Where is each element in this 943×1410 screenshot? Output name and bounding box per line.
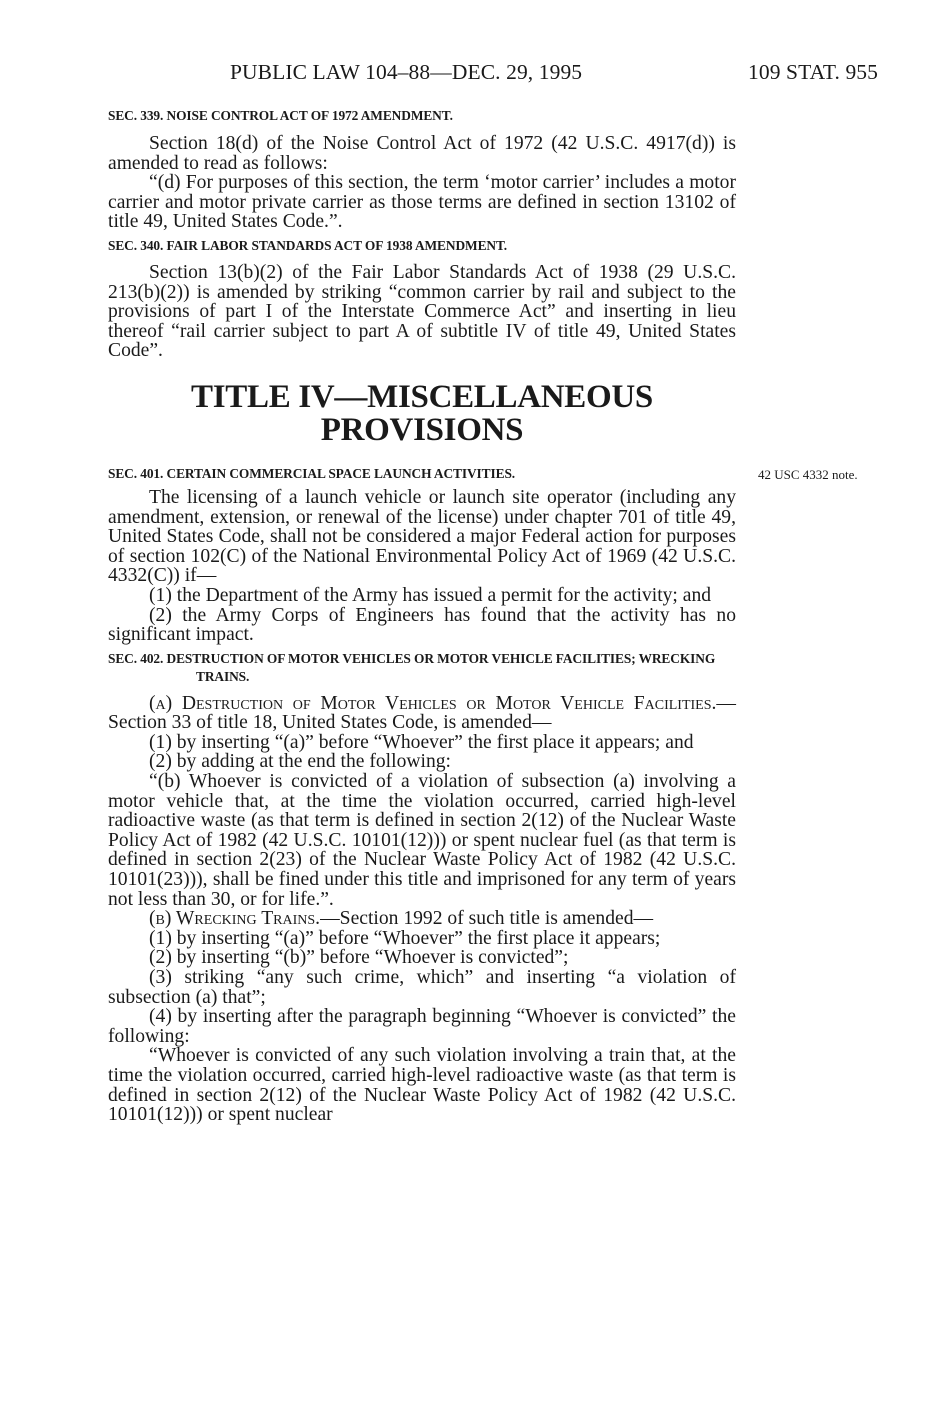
section-402-subsection-b xyxy=(108,909,736,929)
section-401-item-1: (1) the Department of the Army has issued a permit for the activity; and xyxy=(149,584,712,606)
section-402-b-item-4: (4) by inserting after the paragraph beginning “Whoever is convicted” the following: xyxy=(108,1006,736,1047)
subsection-a-text: —Section 33 of title 18, United States Code, is amended— xyxy=(108,692,736,734)
statute-page-number: 109 STAT. 955 xyxy=(748,60,878,84)
title-iv-heading xyxy=(108,378,736,448)
subsection-b-text: —Section 1992 of such title is amended— xyxy=(320,908,654,930)
section-340-heading: SEC. 340. FAIR LABOR STANDARDS ACT OF 1938 AMENDMENT. xyxy=(108,237,508,253)
title-iv-line-1: TITLE IV—MISCELLANEOUS xyxy=(191,378,653,415)
section-339-quoted-text: “(d) For purposes of this section, the term ‘motor carrier’ includes a motor carrier and motor private carrier as those terms are defined in section 13102 of title 49, United States Code.”. xyxy=(108,172,736,233)
section-340-paragraph: Section 13(b)(2) of the Fair Labor Standards Act of 1938 (29 U.S.C. 213(b)(2)) is amended by striking “common carrier by rail and subject to the provisions of part I of the Interstate Commerce Act” and inserting in lieu thereof “rail carrier subject to part A of subtitle IV of title 49, United States Code”. xyxy=(108,261,736,362)
subsection-b-label: (b) Wrecking Trains. xyxy=(149,908,321,930)
section-402-a-item-2: (2) by adding at the end the following: xyxy=(149,751,452,773)
section-402-b-quoted-text: “Whoever is convicted of any such violation involving a train that, at the time the violation occurred, carried high-level radioactive waste (as that term is defined in section 2(12) of the Nuclear Waste Policy Act of 1982 (42 U.S.C. 10101(12))) or spent nuclear xyxy=(108,1045,736,1126)
section-402-a-item-1: (1) by inserting “(a)” before “Whoever” the first place it appears; and xyxy=(149,731,694,753)
section-401-paragraph: The licensing of a launch vehicle or launch site operator (including any amendment, extension, or renewal of the license) under chapter 701 of title 49, United States Code, shall not be considered a major Federal action for purposes of section 102(C) of the National Environmental Policy Act of 1969 (42 U.S.C. 4332(C)) if— xyxy=(108,486,736,587)
title-iv-line-2: PROVISIONS xyxy=(320,411,524,448)
margin-note: 42 USC 4332 note. xyxy=(758,467,858,482)
section-402-heading: SEC. 402. DESTRUCTION OF MOTOR VEHICLES OR MOTOR VEHICLE FACILITIES; WRECKING TRAINS. xyxy=(108,650,716,684)
section-402-b-item-3: (3) striking “any such crime, which” and inserting “a violation of subsection (a) that”; xyxy=(108,967,736,1008)
section-402-b-item-2: (2) by inserting “(b)” before “Whoever is convicted”; xyxy=(149,947,569,969)
subsection-a-label: (a) Destruction of Motor Vehicles or Motor Vehicle Facilities. xyxy=(149,692,717,714)
section-402-subsection-a xyxy=(108,694,736,733)
section-339-paragraph: Section 18(d) of the Noise Control Act of 1972 (42 U.S.C. 4917(d)) is amended to read as follows: xyxy=(108,133,736,174)
section-401-heading: SEC. 401. CERTAIN COMMERCIAL SPACE LAUNCH ACTIVITIES. xyxy=(108,465,516,481)
running-head-title: PUBLIC LAW 104–88—DEC. 29, 1995 xyxy=(230,60,583,84)
section-402-b-item-1: (1) by inserting “(a)” before “Whoever” the first place it appears; xyxy=(149,927,661,949)
document-body xyxy=(108,107,736,1125)
section-402-a-quoted-text: “(b) Whoever is convicted of a violation of subsection (a) involving a motor vehicle that, at the time the violation occurred, carried high-level radioactive waste (as that term is defined in section 2(12) of the Nuclear Waste Policy Act of 1982 (42 U.S.C. 10101(12))) or spent nuclear fuel (as that term is defined in section 2(23) of the Nuclear Waste Policy Act of 1982 (42 U.S.C. 10101(23))), shall be fined under this title and imprisoned for any term of years not less than 30, or for life.”. xyxy=(108,771,736,910)
section-339-heading: SEC. 339. NOISE CONTROL ACT OF 1972 AMENDMENT. xyxy=(108,108,453,123)
section-401-item-2: (2) the Army Corps of Engineers has found that the activity has no significant impact. xyxy=(108,604,736,646)
